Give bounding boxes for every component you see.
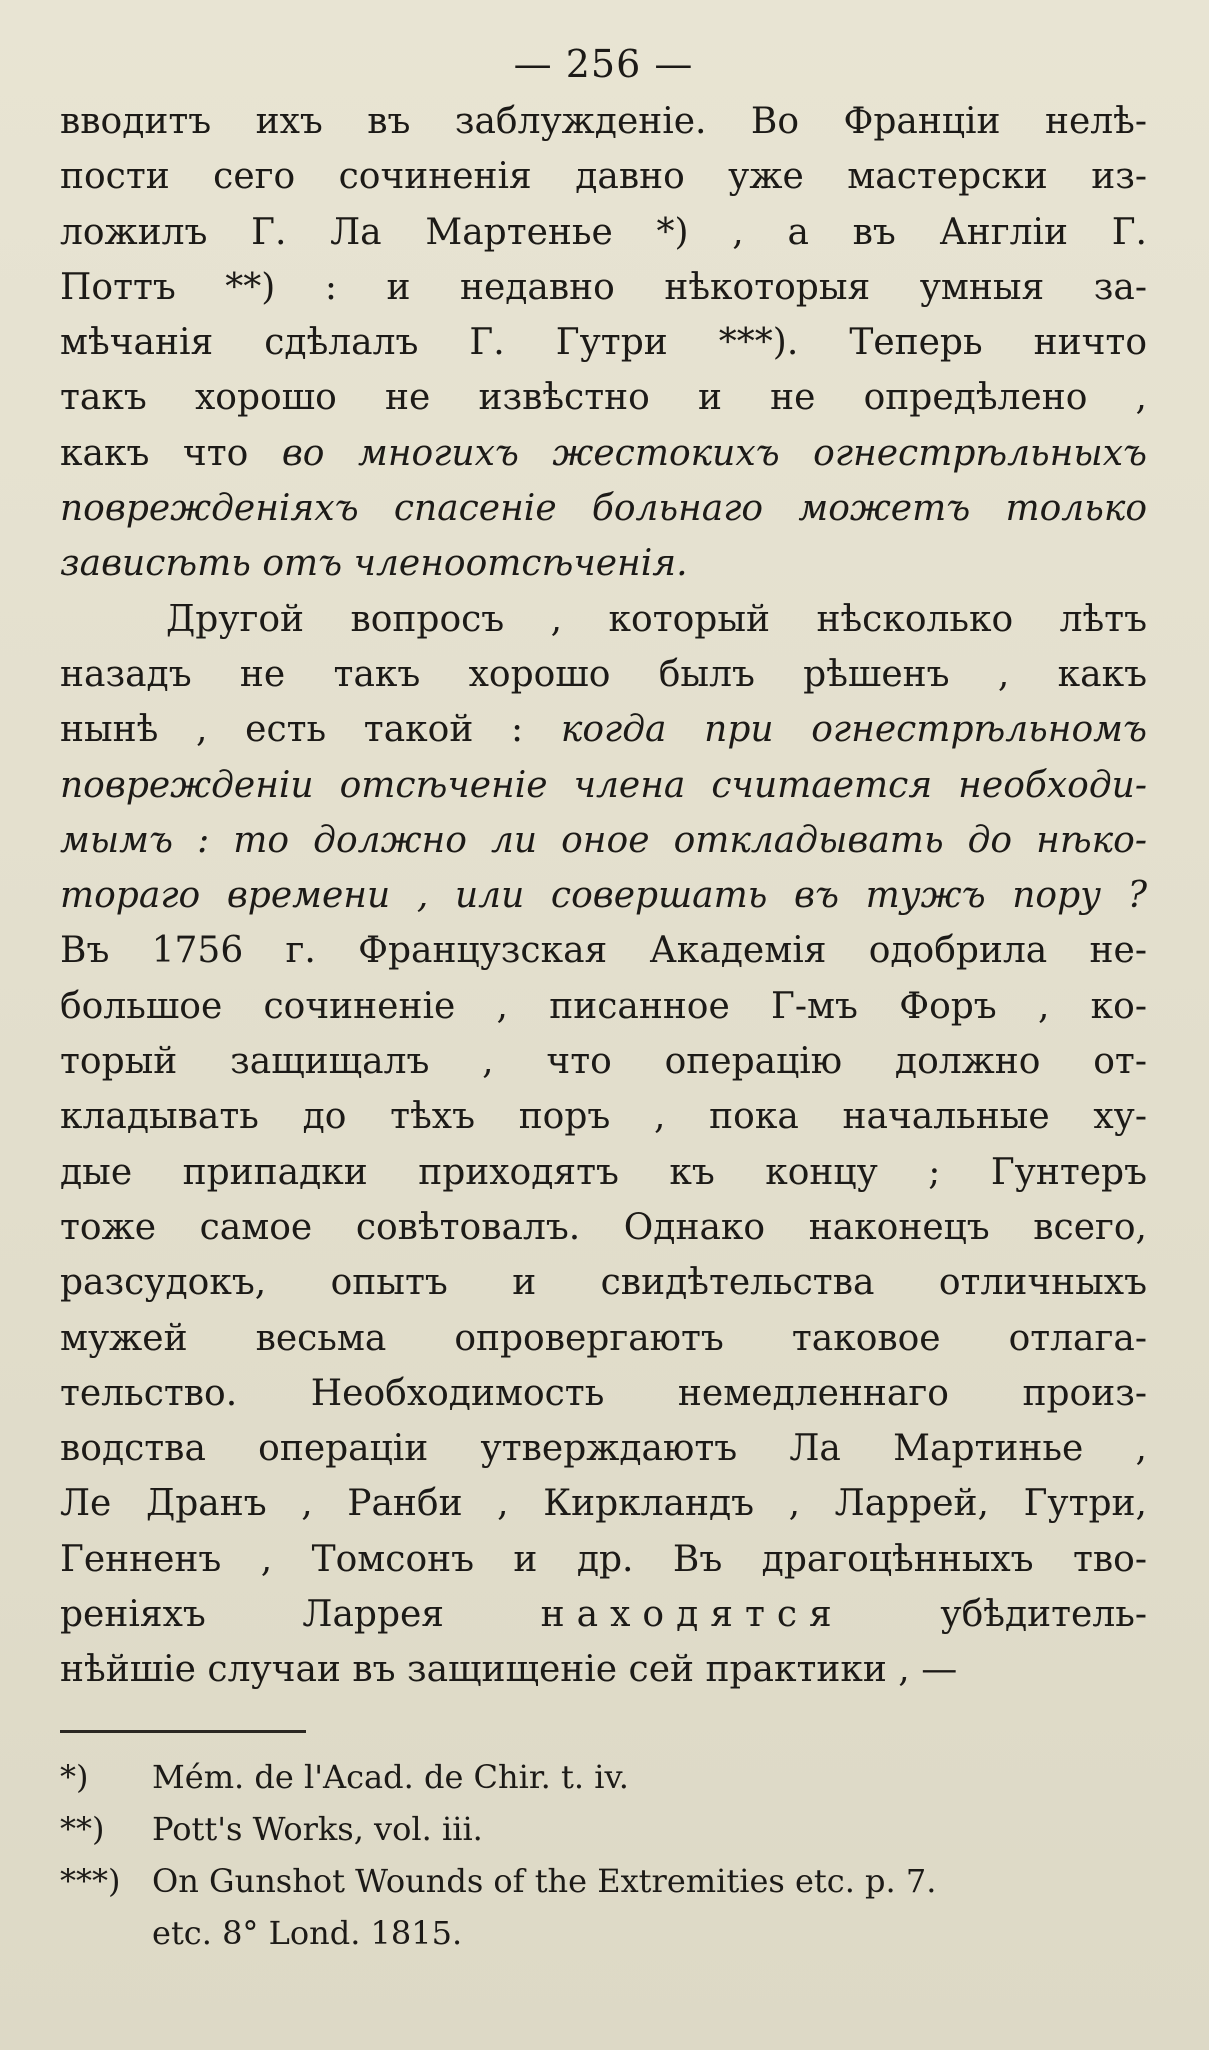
footnote-text: On Gunshot Wounds of the Extremities etc. p. 7.: [152, 1861, 937, 1900]
footnote: [60, 1907, 1147, 1959]
italic-text: поврежденіи отсѣченіе члена считается необходи-: [60, 764, 1147, 806]
italic-text: тораго времени , или совершать въ тужъ пору ?: [60, 875, 1147, 917]
text-segment: разсудокъ, опытъ и свидѣтельства отличныхъ: [60, 1262, 1147, 1304]
italic-text: поврежденіяхъ спасеніе больнаго можетъ только: [60, 488, 1147, 530]
footnote-text: Mém. de l'Acad. de Chir. t. iv.: [152, 1757, 629, 1796]
footnote-rule: [60, 1730, 306, 1733]
text-segment: мужей весьма опровергаютъ таковое отлага-: [60, 1317, 1147, 1359]
text-line: [60, 536, 1147, 591]
text-segment: кладывать до тѣхъ поръ , пока начальные ху-: [60, 1096, 1147, 1138]
text-segment: дые припадки приходятъ къ концу ; Гунтеръ: [60, 1151, 1147, 1193]
text-line: [60, 1145, 1147, 1200]
footnote: [60, 1855, 1147, 1907]
italic-text: во многихъ жестокихъ огнестрѣльныхъ: [281, 432, 1147, 474]
text-segment: Ле Дранъ , Ранби , Киркландъ , Ларрей, Гутри,: [60, 1483, 1147, 1525]
paragraph: [60, 94, 1147, 592]
text-segment: вводитъ ихъ въ заблужденіе. Во Франціи нелѣ-: [60, 101, 1147, 142]
text-segment: мѣчанія сдѣлалъ Г. Гутри ***). Теперь ничто: [60, 322, 1147, 364]
text-line: [60, 1089, 1147, 1144]
spaced-text: находятся: [540, 1594, 844, 1636]
text-segment: реніяхъ Ларрея: [60, 1594, 541, 1636]
text-line: [60, 481, 1147, 536]
text-line: [60, 813, 1147, 868]
text-line: [60, 702, 1147, 757]
italic-text: мымъ : то должно ли оное откладывать до нѣко-: [60, 819, 1147, 861]
text-line: [60, 260, 1147, 315]
footnote-mark: ***): [60, 1861, 121, 1900]
footnote: [60, 1803, 1147, 1855]
text-segment: Генненъ , Томсонъ и др. Въ драгоцѣнныхъ тво-: [60, 1538, 1147, 1580]
text-line: [60, 592, 1147, 647]
text-segment: назадъ не такъ хорошо былъ рѣшенъ , какъ: [60, 653, 1147, 695]
text-line: [60, 979, 1147, 1034]
page-number: — 256 —: [513, 42, 694, 86]
text-line: [60, 426, 1147, 481]
text-line: [60, 923, 1147, 978]
text-line: [60, 315, 1147, 370]
text-segment: Поттъ **) : и недавно нѣкоторыя умныя за-: [60, 266, 1147, 308]
text-line: [60, 1476, 1147, 1531]
text-segment: большое сочиненіе , писанное Г-мъ Форъ , ко-: [60, 985, 1147, 1027]
footnote-mark: *): [60, 1757, 89, 1796]
text-line: [60, 868, 1147, 923]
text-line: [60, 1366, 1147, 1421]
italic-text: когда при огнестрѣльномъ: [560, 709, 1147, 751]
text-segment: Другой вопросъ , который нѣсколько лѣтъ: [166, 598, 1147, 640]
text-segment: нынѣ , есть такой :: [60, 709, 561, 751]
text-line: [60, 205, 1147, 260]
footnote: [60, 1751, 1147, 1803]
text-line: [60, 1587, 1147, 1642]
text-line: [60, 94, 1147, 149]
text-segment: пости сего сочиненія давно уже мастерски из-: [60, 156, 1147, 198]
text-line: [60, 149, 1147, 204]
text-segment: торый защищалъ , что операцію должно от-: [60, 1041, 1147, 1083]
text-line: [60, 647, 1147, 702]
footnote-text: Pott's Works, vol. iii.: [152, 1809, 483, 1848]
italic-text: зависѣть отъ членоотсѣченія.: [60, 543, 688, 585]
footnotes: [60, 1751, 1147, 1959]
text-line: [60, 1255, 1147, 1310]
text-line: [60, 1034, 1147, 1089]
text-segment: такъ хорошо не извѣстно и не опредѣлено ,: [60, 377, 1147, 419]
text-segment: нѣйшіе случаи въ защищеніе сей практики , —: [60, 1649, 958, 1691]
body-text: [60, 94, 1147, 1698]
text-segment: какъ что: [60, 432, 282, 474]
text-segment: Въ 1756 г. Французская Академія одобрила не-: [60, 930, 1147, 972]
text-segment: ложилъ Г. Ла Мартенье *) , а въ Англіи Г.: [60, 211, 1147, 253]
text-line: [60, 1200, 1147, 1255]
text-segment: убѣдитель-: [843, 1594, 1147, 1636]
footnote-text: etc. 8° Lond. 1815.: [152, 1913, 463, 1952]
text-segment: тоже самое совѣтовалъ. Однако наконецъ всего,: [60, 1206, 1147, 1248]
text-line: [60, 1532, 1147, 1587]
footnote-mark: **): [60, 1809, 105, 1848]
text-segment: тельство. Необходимость немедленнаго произ-: [60, 1372, 1147, 1414]
text-line: [60, 758, 1147, 813]
text-line: [60, 1311, 1147, 1366]
paragraph: [60, 592, 1147, 1698]
text-line: [60, 1421, 1147, 1476]
text-line: [60, 1642, 1147, 1697]
text-line: [60, 370, 1147, 425]
text-segment: водства операціи утверждаютъ Ла Мартинье ,: [60, 1428, 1147, 1470]
